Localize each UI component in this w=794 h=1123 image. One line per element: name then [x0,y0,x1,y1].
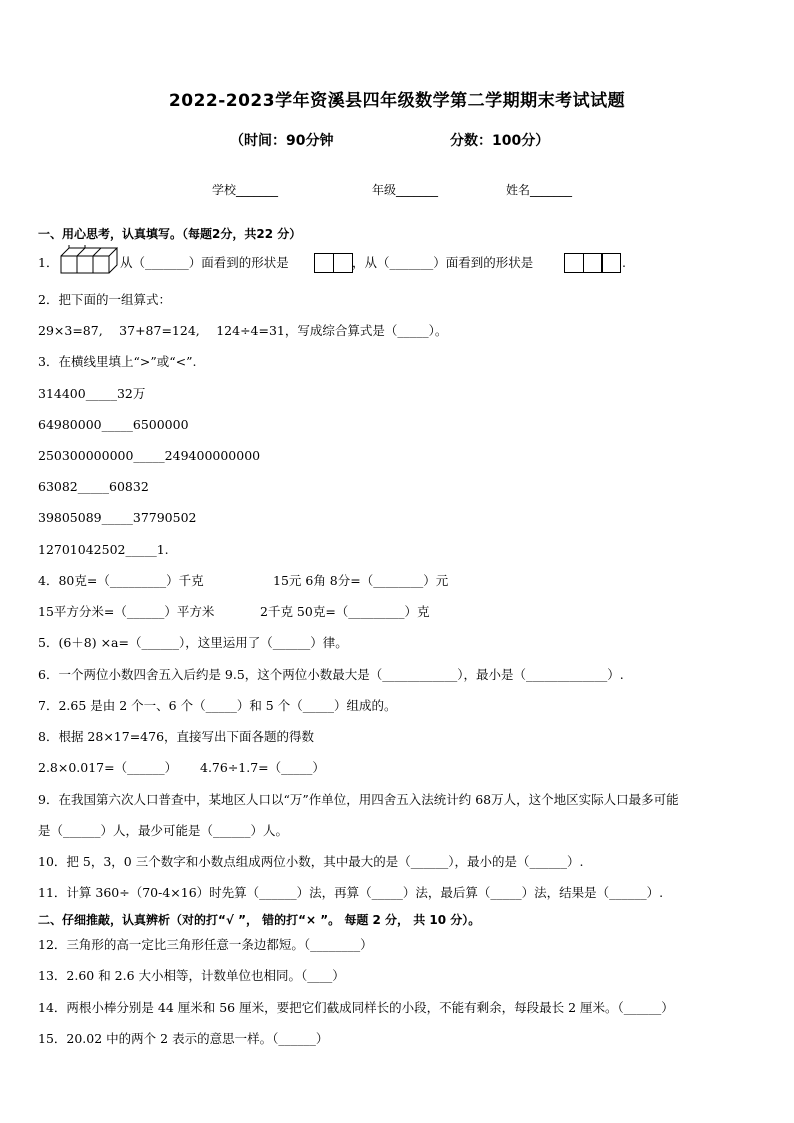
question-9-line-2: 是（______）人，最少可能是（______）人。 [38,823,289,838]
name-field[interactable]: 姓名_______ [506,183,573,197]
q8-part-b: 4.76÷1.7=（_____） [200,760,325,775]
grade-field[interactable]: 年级_______ [372,183,439,197]
question-2-body: 29×3=87, 37+87=124, 124÷4=31，写成综合算式是（_____）。 [38,323,448,338]
q1-text-end: . [622,255,626,270]
q8-part-a: 2.8×0.017=（______） [38,760,178,775]
question-5: 5．(6＋8) ×a=（______），这里运用了（______）律。 [38,635,348,650]
q1-text-a: 从（_______）面看到的形状是 [120,255,289,270]
q1-text-b: ，从（_______）面看到的形状是 [352,255,534,270]
question-2-stem: 2．把下面的一组算式： [38,292,171,307]
top-view-shape [564,253,621,273]
q3-item-2: 64980000_____6500000 [38,417,189,432]
q4-part-c: 15平方分米=（______）平方米 [38,604,215,619]
q3-item-4: 63082_____60832 [38,479,149,494]
exam-meta [230,130,630,150]
q4-part-b: 15元 6角 8分=（________）元 [273,573,449,588]
question-9-line-1: 9．在我国第六次人口普查中，某地区人口以“万”作单位，用四舍五入法统计约 68万人，这个地区实际人口最多可能 [38,792,679,807]
score-label: 分数：100分） [450,133,550,149]
question-13: 13．2.60 和 2.6 大小相等，计数单位也相同。（____） [38,968,345,983]
question-11: 11．计算 360÷（70-4×16）时先算（______）法，再算（_____）法，最后算（_____）法，结果是（______）. [38,885,664,900]
question-8-stem: 8．根据 28×17=476，直接写出下面各题的得数 [38,729,315,744]
q3-item-5: 39805089_____37790502 [38,510,197,525]
q3-item-3: 250300000000_____249400000000 [38,448,261,463]
question-4-row-1 [38,573,758,591]
question-number: 1． [38,255,59,270]
school-field[interactable]: 学校_______ [212,183,279,197]
q3-item-6: 12701042502_____1. [38,542,169,557]
section-heading-2: 二、仔细推敲，认真辨析（对的打“√ ”， 错的打“× ”。 每题 2 分， 共 10 分）。 [38,913,481,927]
time-label: （时间：90分钟 [230,133,334,149]
front-view-shape [314,253,353,273]
question-14: 14．两根小棒分别是 44 厘米和 56 厘米，要把它们截成同样长的小段，不能有剩余，每段最长 2 厘米。（______） [38,1000,674,1015]
question-4-row-2 [38,604,758,622]
question-7: 7．2.65 是由 2 个一、6 个（_____）和 5 个（_____）组成的。 [38,698,397,713]
question-6: 6．一个两位小数四舍五入后约是 9.5，这个两位小数最大是（____________），最小是（_____________）. [38,667,624,682]
q4-part-a: 4．80克=（_________）千克 [38,573,204,588]
question-15: 15．20.02 中的两个 2 表示的意思一样。（______） [38,1031,329,1046]
section-heading-1: 一、用心思考，认真填写。（每题2分，共22 分） [38,227,302,241]
page-title: 2022-2023学年资溪县四年级数学第二学期期末考试试题 [168,91,626,111]
q3-item-1: 314400_____32万 [38,386,146,401]
q4-part-d: 2千克 50克=（_________）克 [260,604,430,619]
cube-stack-figure [60,245,118,275]
question-12: 12．三角形的高一定比三角形任意一条边都短。（________） [38,937,373,952]
question-10: 10．把 5，3，0 三个数字和小数点组成两位小数，其中最大的是（______），最小的是（______）. [38,854,584,869]
question-3-stem: 3．在横线里填上“>”或“<”. [38,354,197,369]
question-8-parts [38,760,758,778]
question-1 [38,255,758,277]
